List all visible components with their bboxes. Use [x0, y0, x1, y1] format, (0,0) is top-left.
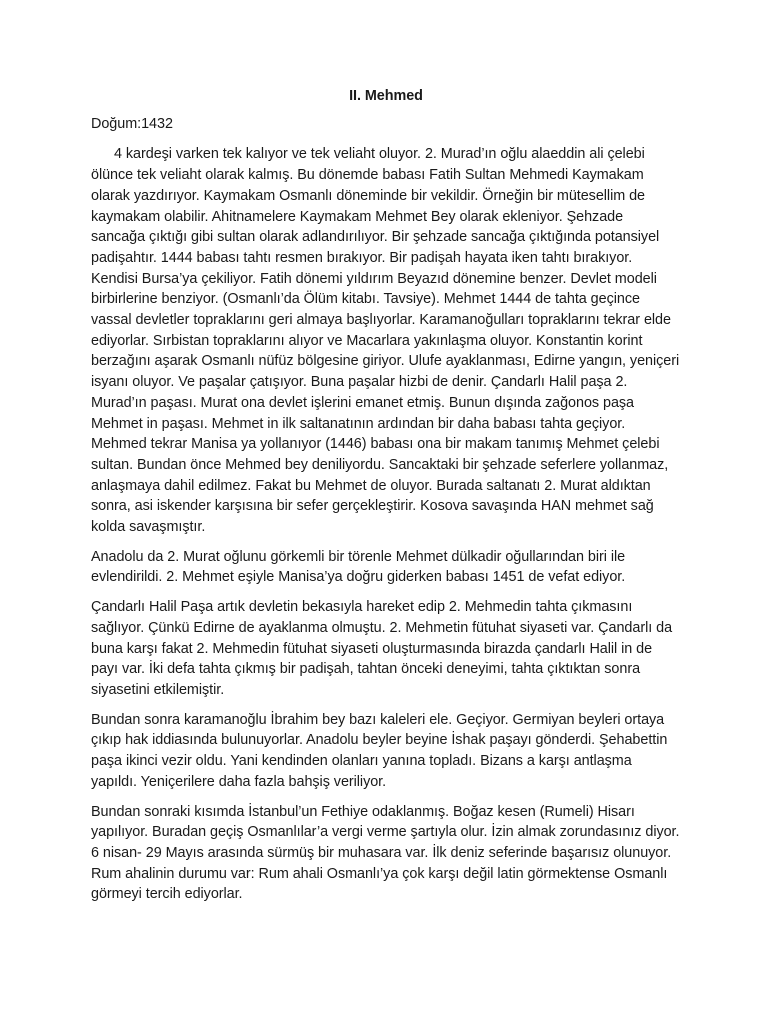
paragraph-5: Bundan sonraki kısımda İstanbul’un Fethiye odaklanmış. Boğaz kesen (Rumeli) Hisarı yapılıyor. Buradan geçiş Osmanlılar’a vergi verme şartıyla olur. İzin almak zorundasınız diyor. 6 nisan- 29 Mayıs arasında sürmüş bir muhasara var. İlk deniz seferinde başarısız olunuyor. Rum ahalinin durumu var: Rum ahali Osmanlı’ya çok karşı değil latin görmektense Osmanlı görmeyi tercih ediyorlar. — [91, 803, 680, 903]
document-page — [91, 86, 681, 914]
document-title: II. Mehmed — [349, 88, 423, 104]
paragraph-2: Anadolu da 2. Murat oğlunu görkemli bir törenle Mehmet dülkadir oğullarından biri ile evlendirildi. 2. Mehmet eşiyle Manisa’ya doğru giderken babası 1451 de vefat ediyor. — [91, 548, 626, 586]
paragraph-3: Çandarlı Halil Paşa artık devletin bekasıyla hareket edip 2. Mehmedin tahta çıkmasını sağlıyor. Çünkü Edirne de ayaklanma olmuştu. 2. Mehmetin fütuhat siyaseti var. Çandarlı da buna karşı fakat 2. Mehmedin fütuhat siyaseti oluşturmasında birazda çandarlı Halil in de payı var. İki defa tahta çıkmış bir padişah, tahtan önceki deneyimi, tahta çıktıktan sonra siyasetini etkilemiştir. — [91, 599, 673, 698]
paragraph-1: 4 kardeşi varken tek kalıyor ve tek veliaht oluyor. 2. Murad’ın oğlu alaeddin ali çelebi ölünce tek veliaht olarak kalmış. Bu dönemde babası Fatih Sultan Mehmedi Kaymakam olarak yazdırıyor. Kaymakam Osmanlı döneminde bir vekildir. Örneğin bir mütesellim de kaymakam olabilir. Ahitnamelere Kaymakam Mehmet Bey olarak ekleniyor. Şehzade sancağa çıktığı gibi sultan olarak adlandırılıyor. Bir şehzade sancağa çıktığında potansiyel padişahtır. 1444 babası tahtı resmen bırakıyor. Bir padişah hayata iken tahtı bırakıyor. Kendisi Bursa’ya çekiliyor. Fatih dönemi yıldırım Beyazıd dönemine benzer. Devlet modeli birbirlerine benziyor. (Osmanlı’da Ölüm kitabı. Tavsiye). Mehmet 1444 de tahta geçince vassal devletler topraklarını geri almaya başlıyorlar. Karamanoğulları topraklarını tekrar elde ediyorlar. Sırbistan toprakların​ı alıyor ve Macarlara yakınlaşma oluyor. Konstantin korint berzağını aşarak Osmanlı nüfüz bölgesine giriyor. Ulufe ayaklanması, Edirne yangın, yeniçeri isyanı oluyor. Ve paşalar çatışıyor. Buna paşalar hizbi de denir. Çandarlı Halil paşa 2. Murad’ın paşası. Murat ona devlet işlerini emanet etmiş. Bunun dışında zağonos paşa Mehmet in paşası. Mehmet in ilk saltanatının ardından bir daha babası tahta geçiyor. Mehmed tekrar Manisa ya yollanıyor (1446) babası ona bir makam tanımış Mehmet çelebi sultan. Bundan önce Mehmed bey deniliyordu. Sancaktaki bir şehzade seferlere yollanmaz, anlaşmaya dahil edilmez. Fakat bu Mehmet de oluyor. Burada saltanatı 2. Murat aldıktan sonra, asi iskender karşısına bir sefer gerçekleştirir. Kosova savaşında HAN mehmet sağ kolda savaşmıştır. — [91, 146, 680, 536]
birth-date-line: Doğum:1432 — [91, 115, 173, 132]
paragraph-4: Bundan sonra karamanoğlu İbrahim bey bazı kaleleri ele. Geçiyor. Germiyan beyleri ortaya çıkıp hak iddiasında bulunuyorlar. Anadolu beyler beyine İshak paşayı gönderdi. Şehabettin paşa ikinci vezir oldu. Yani kendinden olanları yanına topladı. Bizans a karşı antlaşma yapıldı. Yeniçerilere daha fazla bahşiş veriliyor. — [91, 711, 668, 790]
